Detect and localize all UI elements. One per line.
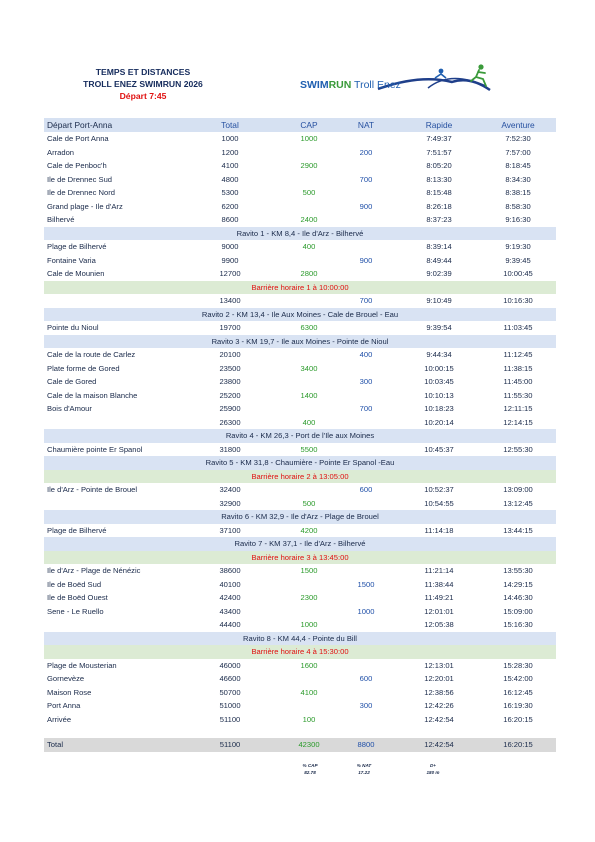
checkpoint-name: Plate forme de Gored: [47, 363, 120, 373]
adventure-time: 11:45:00: [503, 377, 533, 386]
run-distance: 1000: [300, 134, 318, 143]
refreshment-station-row: Ravito 2 - KM 13,4 - Ile Aux Moines - Cale de Brouel - Eau: [44, 308, 556, 322]
cumulative-distance: 25900: [219, 404, 241, 413]
checkpoint-name: Ile de Boëd Ouest: [47, 593, 108, 602]
cumulative-distance: 8600: [221, 215, 239, 224]
table-row: [44, 132, 556, 146]
run-distance: 100: [302, 714, 316, 724]
title-line-2: TROLL ENEZ SWIMRUN 2026: [83, 79, 203, 89]
cumulative-distance: 1200: [221, 147, 239, 157]
fast-time: 12:20:01: [424, 674, 454, 683]
swim-distance: 900: [359, 201, 373, 211]
cumulative-distance: 46000: [219, 660, 241, 670]
cumulative-distance: 32400: [219, 485, 241, 494]
total-nat: 8800: [357, 740, 375, 749]
table-row: [44, 699, 556, 713]
fast-time: 10:20:14: [424, 417, 454, 427]
cumulative-distance: 1000: [221, 134, 239, 143]
cumulative-distance: 13400: [219, 296, 241, 305]
adventure-time: 10:00:45: [503, 269, 533, 278]
total-row: [44, 738, 556, 752]
run-distance: 400: [302, 417, 316, 427]
run-distance: 5500: [300, 444, 318, 454]
document-title: [58, 66, 228, 102]
table-row: [44, 240, 556, 254]
swim-distance: 700: [359, 404, 373, 413]
swim-distance: 1500: [357, 579, 375, 589]
adventure-time: 7:52:30: [505, 134, 531, 143]
start-time: Départ 7:45: [119, 91, 167, 101]
checkpoint-name: Cale de Mounien: [47, 269, 105, 278]
total-rapide: 12:42:54: [424, 740, 454, 749]
table-row: [44, 173, 556, 187]
cumulative-distance: 31800: [219, 444, 241, 454]
adventure-time: 7:57:00: [505, 147, 531, 157]
fast-time: 12:13:01: [424, 660, 454, 670]
adventure-time: 15:28:30: [503, 660, 533, 670]
checkpoint-name: Port Anna: [47, 701, 81, 710]
adventure-time: 9:39:45: [505, 255, 531, 265]
fast-time: 10:18:23: [424, 404, 454, 413]
run-distance: 4100: [300, 687, 318, 697]
adventure-time: 13:09:00: [503, 485, 533, 494]
checkpoint-name: Pointe du Nioul: [47, 323, 99, 332]
total-distance: 51100: [219, 740, 241, 749]
adventure-time: 9:19:30: [505, 242, 531, 251]
cumulative-distance: 23500: [219, 363, 241, 373]
adventure-time: 11:03:45: [503, 323, 533, 332]
nat-percentage-value: 17.22: [358, 770, 370, 775]
fast-time: 8:05:20: [426, 161, 452, 170]
cumulative-distance: 19700: [219, 323, 241, 332]
table-row: [44, 294, 556, 308]
run-distance: 2900: [300, 161, 318, 170]
fast-time: 8:39:14: [426, 242, 452, 251]
checkpoint-name: Bilhervé: [47, 215, 75, 224]
total-aventure: 16:20:15: [503, 740, 533, 749]
cumulative-distance: 51100: [219, 714, 241, 724]
table-row: [44, 416, 556, 430]
adventure-time: 15:09:00: [503, 606, 533, 616]
table-row: [44, 618, 556, 632]
run-distance: 6300: [300, 323, 318, 332]
cumulative-distance: 46600: [219, 674, 241, 683]
table-row: [44, 591, 556, 605]
run-distance: 500: [302, 498, 316, 508]
swim-distance: 700: [359, 296, 373, 305]
logo-text: SWIMRUN Troll Enez: [300, 79, 401, 91]
adventure-time: 15:16:30: [503, 620, 533, 629]
checkpoint-name: Cale de la maison Blanche: [47, 390, 138, 400]
table-row: [44, 254, 556, 268]
elevation-gain: [418, 762, 448, 776]
run-distance: 2300: [300, 593, 318, 602]
adventure-time: 11:38:15: [503, 363, 533, 373]
table-row: [44, 578, 556, 592]
refreshment-station-row: Ravito 3 - KM 19,7 - Ile aux Moines - Pointe de Nioul: [44, 335, 556, 349]
cumulative-distance: 51000: [219, 701, 241, 710]
header-rapide: Rapide: [425, 120, 453, 130]
cap-percentage-value: 82.78: [304, 770, 316, 775]
fast-time: 11:38:44: [424, 579, 454, 589]
checkpoint-name: Plage de Bilhervé: [47, 525, 107, 535]
cumulative-distance: 26300: [219, 417, 241, 427]
fast-time: 9:39:54: [426, 323, 452, 332]
swim-distance: 1000: [357, 606, 375, 616]
cumulative-distance: 38600: [219, 566, 241, 575]
checkpoint-name: Cale de Gored: [47, 377, 97, 386]
total-label: Total: [47, 740, 64, 749]
cumulative-distance: 23800: [219, 377, 241, 386]
fast-time: 12:42:26: [424, 701, 454, 710]
adventure-time: 8:38:15: [505, 188, 531, 197]
cumulative-distance: 9900: [221, 255, 239, 265]
table-row: [44, 402, 556, 416]
fast-time: 8:26:18: [426, 201, 452, 211]
cutoff-time-row: Barrière horaire 3 à 13:45:00: [44, 551, 556, 565]
checkpoint-name: Ile de Drennec Sud: [47, 174, 113, 184]
swim-distance: 700: [359, 174, 373, 184]
table-row: [44, 186, 556, 200]
table-row: [44, 713, 556, 727]
title-line-1: TEMPS ET DISTANCES: [95, 67, 191, 77]
adventure-time: 9:16:30: [505, 215, 531, 224]
run-distance: 2800: [300, 269, 318, 278]
checkpoint-name: Cale de la route de Carlez: [47, 350, 136, 359]
header-aventure: Aventure: [501, 120, 535, 130]
nat-percentage-label: % NAT: [356, 763, 372, 768]
table-row: [44, 362, 556, 376]
fast-time: 11:21:14: [424, 566, 454, 575]
schedule-table: [44, 118, 556, 752]
checkpoint-name: Gornevèze: [47, 674, 85, 683]
adventure-time: 16:19:30: [503, 701, 533, 710]
adventure-time: 14:46:30: [503, 593, 533, 602]
fast-time: 8:49:44: [426, 255, 452, 265]
checkpoint-name: Ile de Drennec Nord: [47, 188, 115, 197]
table-row: [44, 686, 556, 700]
checkpoint-name: Arrivée: [47, 714, 72, 724]
fast-time: 10:45:37: [424, 444, 454, 454]
table-row: [44, 497, 556, 511]
cumulative-distance: 25200: [219, 390, 241, 400]
run-distance: 4200: [300, 525, 318, 535]
checkpoint-name: Ile de Boëd Sud: [47, 579, 102, 589]
cumulative-distance: 20100: [219, 350, 241, 359]
table-header: [44, 118, 556, 132]
fast-time: 10:54:55: [424, 498, 454, 508]
cumulative-distance: 44400: [219, 620, 241, 629]
cumulative-distance: 5300: [221, 188, 239, 197]
refreshment-station-row: Ravito 5 - KM 31,8 - Chaumière - Pointe Er Spanol -Eau: [44, 456, 556, 470]
cumulative-distance: 43400: [219, 606, 241, 616]
refreshment-station-row: Ravito 1 - KM 8,4 - Ile d'Arz - Bilhervé: [44, 227, 556, 241]
refreshment-station-row: Ravito 6 - KM 32,9 - Ile d'Arz - Plage de Brouel: [44, 510, 556, 524]
checkpoint-name: Cale de Port Anna: [47, 134, 109, 143]
table-row: [44, 483, 556, 497]
checkpoint-name: Cale de Penboc'h: [47, 161, 107, 170]
cumulative-distance: 12700: [219, 269, 241, 278]
fast-time: 8:13:30: [426, 174, 452, 184]
run-distance: 500: [302, 188, 316, 197]
table-row: [44, 659, 556, 673]
table-row: [44, 672, 556, 686]
total-cap: 42300: [298, 740, 320, 749]
fast-time: 8:15:48: [426, 188, 452, 197]
adventure-time: 8:34:30: [505, 174, 531, 184]
cap-percentage: [295, 762, 325, 776]
run-distance: 2400: [300, 215, 318, 224]
fast-time: 10:03:45: [424, 377, 454, 386]
table-row: [44, 564, 556, 578]
adventure-time: 15:42:00: [503, 674, 533, 683]
cumulative-distance: 6200: [221, 201, 239, 211]
swim-distance: 300: [359, 377, 373, 386]
checkpoint-name: Sene - Le Ruello: [47, 606, 104, 616]
cumulative-distance: 42400: [219, 593, 241, 602]
fast-time: 12:05:38: [424, 620, 454, 629]
swim-distance: 400: [359, 350, 373, 359]
fast-time: 12:38:56: [424, 687, 454, 697]
table-row: [44, 146, 556, 160]
run-distance: 1600: [300, 660, 318, 670]
table-row: [44, 200, 556, 214]
cumulative-distance: 4800: [221, 174, 239, 184]
table-row: [44, 524, 556, 538]
checkpoint-name: Ile d'Arz - Pointe de Brouel: [47, 485, 138, 494]
run-distance: 1400: [300, 390, 318, 400]
fast-time: 10:10:13: [424, 390, 454, 400]
adventure-time: 11:55:30: [503, 390, 533, 400]
cumulative-distance: 40100: [219, 579, 241, 589]
swimrun-logo: [300, 62, 500, 98]
fast-time: 10:00:15: [424, 363, 454, 373]
table-row: [44, 389, 556, 403]
fast-time: 11:49:21: [424, 593, 454, 602]
table-row: [44, 375, 556, 389]
fast-time: 9:44:34: [426, 350, 452, 359]
run-distance: 400: [302, 242, 316, 251]
header-cap: CAP: [300, 120, 318, 130]
fast-time: 7:51:57: [426, 147, 452, 157]
fast-time: 10:52:37: [424, 485, 454, 494]
cumulative-distance: 4100: [221, 161, 239, 170]
cumulative-distance: 37100: [219, 525, 241, 535]
checkpoint-name: Plage de Bilhervé: [47, 242, 107, 251]
table-row: [44, 348, 556, 362]
adventure-time: 12:11:15: [503, 404, 533, 413]
swim-distance: 300: [359, 701, 373, 710]
swim-distance: 600: [359, 674, 373, 683]
checkpoint-name: Maison Rose: [47, 687, 92, 697]
checkpoint-name: Fontaine Varia: [47, 255, 96, 265]
adventure-time: 8:18:45: [505, 161, 531, 170]
adventure-time: 14:29:15: [503, 579, 533, 589]
adventure-time: 13:44:15: [503, 525, 533, 535]
refreshment-station-row: Ravito 4 - KM 26,3 - Port de l'Ile aux Moines: [44, 429, 556, 443]
checkpoint-name: Chaumière pointe Er Spanol: [47, 444, 143, 454]
nat-percentage: [349, 762, 379, 776]
table-row: [44, 443, 556, 457]
adventure-time: 16:12:45: [503, 687, 533, 697]
fast-time: 9:10:49: [426, 296, 452, 305]
elevation-gain-value: 180 m: [426, 770, 440, 775]
adventure-time: 11:12:45: [503, 350, 533, 359]
table-row: [44, 159, 556, 173]
table-row: [44, 213, 556, 227]
fast-time: 7:49:37: [426, 134, 452, 143]
adventure-time: 12:14:15: [503, 417, 533, 427]
cumulative-distance: 32900: [219, 498, 241, 508]
checkpoint-name: Ile d'Arz - Plage de Nénézic: [47, 566, 141, 575]
header-total: Total: [221, 120, 239, 130]
run-distance: 1500: [300, 566, 318, 575]
checkpoint-name: Plage de Mousterian: [47, 660, 117, 670]
adventure-time: 10:16:30: [503, 296, 533, 305]
cutoff-time-row: Barrière horaire 1 à 10:00:00: [44, 281, 556, 295]
fast-time: 8:37:23: [426, 215, 452, 224]
cap-percentage-label: % CAP: [302, 763, 318, 768]
cutoff-time-row: Barrière horaire 4 à 15:30:00: [44, 645, 556, 659]
run-distance: 3400: [300, 363, 318, 373]
run-distance: 1000: [300, 620, 318, 629]
table-row: [44, 605, 556, 619]
table-row: [44, 321, 556, 335]
fast-time: 12:01:01: [424, 606, 454, 616]
cumulative-distance: 9000: [221, 242, 239, 251]
fast-time: 12:42:54: [424, 714, 454, 724]
adventure-time: 16:20:15: [503, 714, 533, 724]
adventure-time: 12:55:30: [503, 444, 533, 454]
refreshment-station-row: Ravito 8 - KM 44,4 - Pointe du Bill: [44, 632, 556, 646]
checkpoint-name: Grand plage - Ile d'Arz: [47, 201, 123, 211]
adventure-time: 13:12:45: [503, 498, 533, 508]
swim-distance: 600: [359, 485, 373, 494]
fast-time: 9:02:39: [426, 269, 452, 278]
adventure-time: 13:55:30: [503, 566, 533, 575]
header-nat: NAT: [357, 120, 375, 130]
cumulative-distance: 50700: [219, 687, 241, 697]
header-start: Départ Port-Anna: [47, 120, 113, 130]
checkpoint-name: Bois d'Amour: [47, 404, 92, 413]
fast-time: 11:14:18: [424, 525, 454, 535]
elevation-gain-label: D+: [429, 763, 436, 768]
refreshment-station-row: Ravito 7 - KM 37,1 - Ile d'Arz - Bilhervé: [44, 537, 556, 551]
cutoff-time-row: Barrière horaire 2 à 13:05:00: [44, 470, 556, 484]
swim-distance: 900: [359, 255, 373, 265]
swim-distance: 200: [359, 147, 373, 157]
table-body: [44, 132, 556, 726]
checkpoint-name: Arradon: [47, 147, 75, 157]
table-row: [44, 267, 556, 281]
adventure-time: 8:58:30: [505, 201, 531, 211]
